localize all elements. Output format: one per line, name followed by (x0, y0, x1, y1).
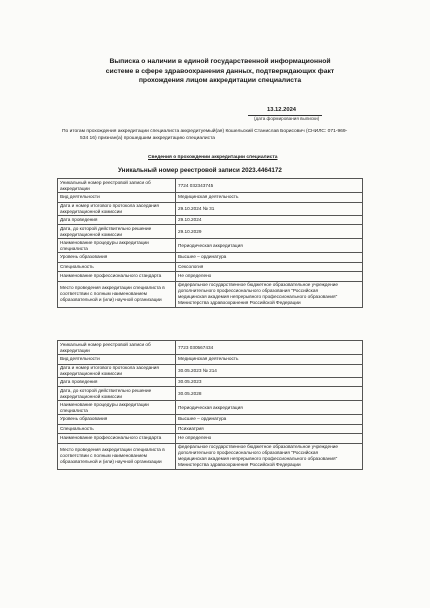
issue-date-caption: (дата формирования выписки) (254, 116, 320, 121)
field-value (176, 341, 363, 355)
title-line: системе в сфере здравоохранения данных, подтверждающих факт (105, 67, 335, 75)
field-label-line: аккредитационной комиссии (60, 208, 122, 214)
field-label (58, 443, 176, 469)
field-value-line: Периодическая аккредитация (178, 242, 243, 248)
field-value-line: 30.05.2023 № 214 (178, 367, 217, 373)
field-label-line: Дата, до которой действительно решение (60, 225, 152, 231)
field-label-line: Место проведения аккредитации специалиста в (60, 285, 165, 290)
field-label-line: Наименование профессионального стандарта (60, 435, 162, 441)
field-value-line: Министерства здравоохранения Российской Федерации (178, 462, 301, 467)
field-value-line: Медицинская деятельность (178, 194, 239, 200)
field-label-line: образовательной и (или) научной организации (60, 297, 162, 302)
field-label-line: Вид деятельности (60, 356, 100, 362)
field-label (58, 239, 176, 253)
field-label-line: аккредитации (60, 185, 90, 191)
issue-date: 13.12.2024 (267, 107, 297, 113)
field-value (176, 415, 363, 425)
field-value (176, 253, 363, 263)
registry-number-heading: Уникальный номер реестровой записи 2023.4464172 (118, 167, 282, 174)
field-value (176, 364, 363, 377)
field-label (58, 253, 176, 263)
field-label-line: соответствии с полным наименованием (60, 291, 147, 296)
field-value (176, 377, 363, 387)
field-value-line: 7723 030567434 (178, 344, 214, 350)
field-value-line: Медицинская деятельность (178, 356, 239, 362)
field-value-line: Высшее – ординатура (178, 416, 227, 422)
field-value (176, 193, 363, 203)
field-label (58, 387, 176, 401)
field-value-line: Не определено (178, 435, 212, 441)
field-value-line: Психиатрия (178, 425, 204, 431)
table-row (58, 179, 363, 193)
title-line: Выписка о наличии в единой государственной информационной (109, 58, 331, 65)
field-label-line: Место проведения аккредитации специалиста в (60, 447, 165, 452)
field-label-line: Специальность (60, 425, 94, 431)
field-value-line: 7724 032343745 (178, 182, 214, 188)
field-label-line: образовательной и (или) научной организации (60, 459, 162, 464)
table-row (58, 434, 363, 444)
field-value (176, 225, 363, 239)
field-value-line: дополнительного профессионального образования "Российская (178, 450, 318, 455)
field-value-line: медицинская академия непрерывного профессионального образования" (178, 456, 338, 461)
field-label (58, 281, 176, 307)
field-value-line: 29.10.2024 (178, 216, 202, 222)
field-value-line: Высшее – ординатура (178, 254, 227, 260)
field-label-line: Наименование процедуры аккредитации (60, 401, 149, 407)
intro-paragraph (62, 128, 358, 142)
field-value (176, 355, 363, 365)
table-row (58, 424, 363, 434)
table-row (58, 415, 363, 425)
field-label-line: Дата, до которой действительно решение (60, 387, 152, 393)
table-row (58, 387, 363, 401)
table-row (58, 364, 363, 377)
field-value (176, 262, 363, 272)
field-label (58, 193, 176, 203)
intro-line: 534 16) признан(а) прошедшим аккредитацию специалиста (80, 136, 215, 142)
field-label-line: Дата и номер итогового протокола заседания (60, 202, 159, 208)
field-value (176, 272, 363, 282)
field-label (58, 424, 176, 434)
table-row (58, 225, 363, 239)
field-value-line: Не определено (178, 273, 212, 279)
field-value-line: Периодическая аккредитация (178, 404, 243, 410)
field-label (58, 341, 176, 355)
field-value-line: 29.10.2029 (178, 228, 202, 234)
field-label-line: Наименование процедуры аккредитации (60, 239, 149, 245)
field-label-line: Наименование профессионального стандарта (60, 273, 162, 279)
field-label-line: специалиста (60, 245, 88, 251)
table-row (58, 202, 363, 215)
table-row (58, 401, 363, 415)
field-label-line: аккредитации (60, 347, 90, 353)
table-row (58, 272, 363, 282)
title-line: прохождения лицом аккредитации специалиста (138, 77, 302, 84)
field-label (58, 364, 176, 377)
field-label-line: Уникальный номер реестровой записи об (60, 341, 151, 347)
section-title: Сведения о прохождении аккредитации специалиста (148, 155, 278, 160)
table-row (58, 355, 363, 365)
field-label-line: Дата и номер итогового протокола заседания (60, 364, 159, 370)
field-value-line: Сексология (178, 263, 204, 269)
field-label (58, 272, 176, 282)
field-value (176, 239, 363, 253)
table-row (58, 377, 363, 387)
field-label-line: Уникальный номер реестровой записи об (60, 179, 151, 185)
intro-line: По итогам прохождения аккредитации специалиста аккредитуемый(ая) Кошельский Станислав Борисович (СНИЛС: 071-969- (62, 129, 348, 134)
field-label-line: аккредитационной комиссии (60, 393, 122, 399)
table-row (58, 443, 363, 469)
field-label-line: аккредитационной комиссии (60, 370, 122, 376)
field-label (58, 215, 176, 225)
accreditation-table-1 (57, 178, 363, 308)
field-label (58, 401, 176, 415)
table-row (58, 253, 363, 263)
field-value (176, 387, 363, 401)
field-value (176, 202, 363, 215)
table-row (58, 215, 363, 225)
table-row (58, 239, 363, 253)
field-value (176, 215, 363, 225)
field-value (176, 179, 363, 193)
field-value (176, 434, 363, 444)
field-label-line: Уровень образования (60, 254, 108, 260)
field-value-line: федеральное государственное бюджетное образовательное учреждение (178, 444, 338, 449)
field-value-line: медицинская академия непрерывного профессионального образования" (178, 294, 338, 299)
field-label (58, 434, 176, 444)
field-value (176, 401, 363, 415)
field-label-line: Вид деятельности (60, 194, 100, 200)
field-label (58, 202, 176, 215)
table-row (58, 281, 363, 307)
field-label (58, 377, 176, 387)
field-label (58, 225, 176, 239)
field-value-line: 30.05.2028 (178, 390, 202, 396)
field-label (58, 262, 176, 272)
field-label (58, 179, 176, 193)
table-row (58, 193, 363, 203)
accreditation-table-2 (57, 340, 363, 470)
field-label-line: Специальность (60, 263, 94, 269)
field-label-line: Уровень образования (60, 416, 108, 422)
field-value (176, 424, 363, 434)
field-value-line: дополнительного профессионального образования "Российская (178, 288, 318, 293)
field-label (58, 415, 176, 425)
field-value-line: 29.10.2024 № 31 (178, 205, 215, 211)
field-value-line: Министерства здравоохранения Российской Федерации (178, 300, 301, 305)
table-row (58, 341, 363, 355)
field-label-line: Дата проведения (60, 216, 98, 222)
field-value-line: 30.05.2023 (178, 378, 202, 384)
field-label-line: специалиста (60, 407, 88, 413)
field-label-line: соответствии с полным наименованием (60, 453, 147, 458)
field-label-line: аккредитационной комиссии (60, 231, 122, 237)
field-label-line: Дата проведения (60, 378, 98, 384)
field-label (58, 355, 176, 365)
field-value (176, 443, 363, 469)
table-row (58, 262, 363, 272)
field-value-line: федеральное государственное бюджетное образовательное учреждение (178, 282, 338, 287)
field-value (176, 281, 363, 307)
document-title (95, 57, 345, 86)
